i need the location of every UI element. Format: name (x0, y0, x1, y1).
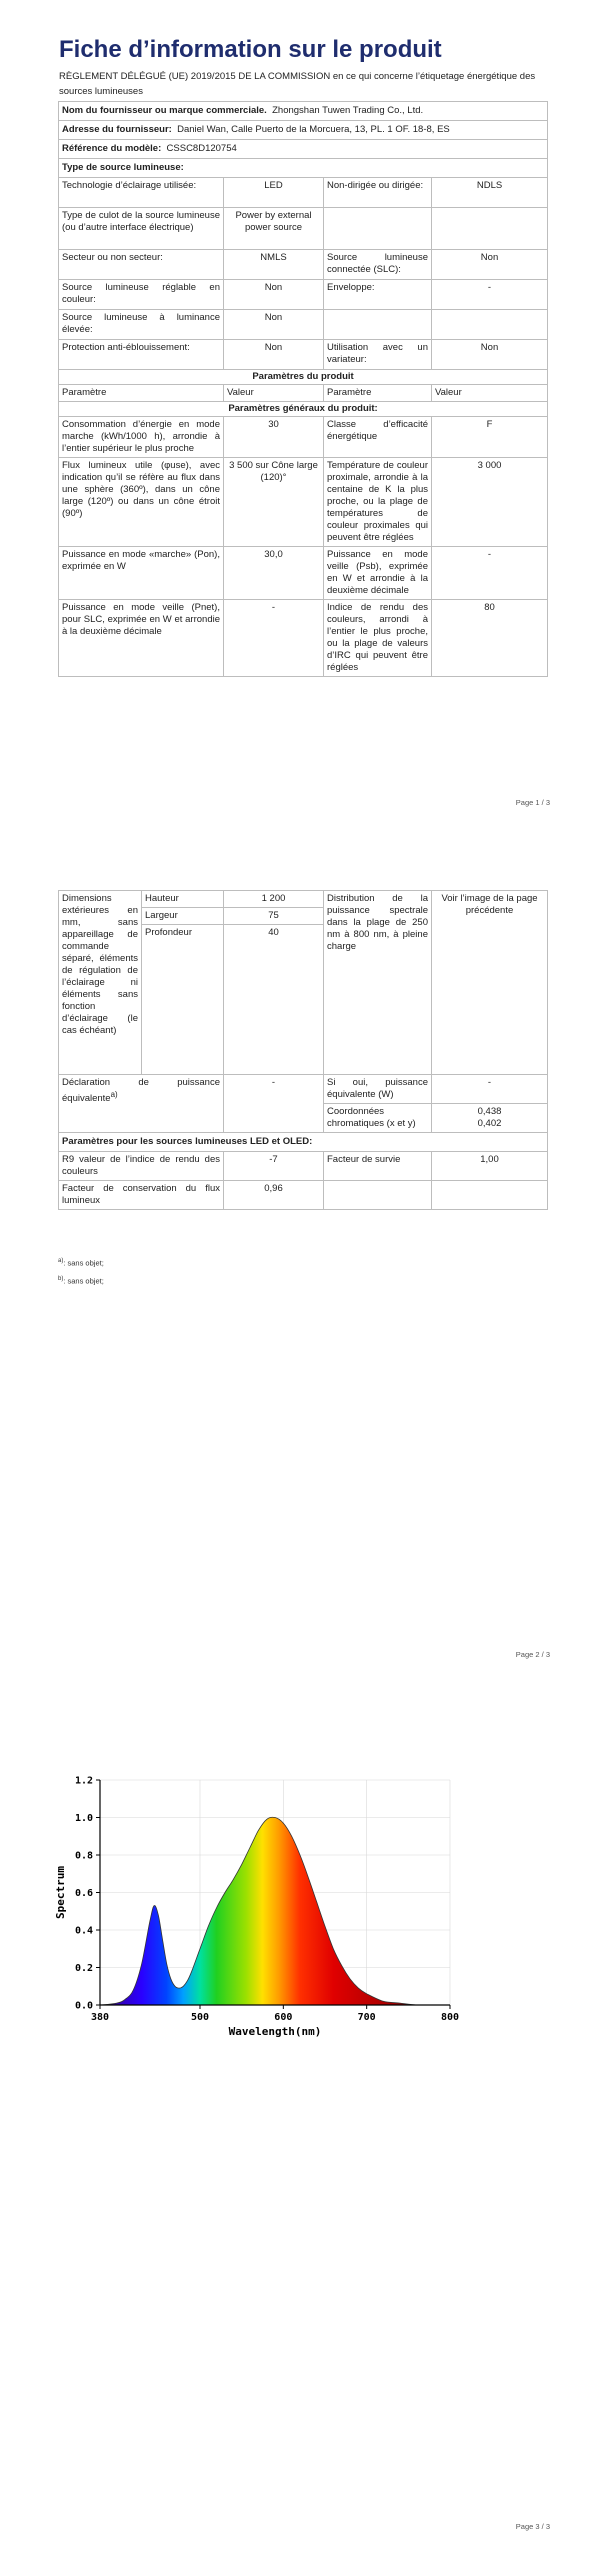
page-3 (0, 1680, 603, 2560)
supplier-address-value: Daniel Wan, Calle Puerto de la Morcuera, 13, PL. 1 OF. 18-8, ES (177, 124, 450, 135)
page-number: Page 1 / 3 (515, 798, 550, 807)
x-tick-label: 800 (440, 2012, 460, 2023)
model-reference-label: Référence du modèle: (62, 143, 162, 154)
spectral-distribution-value: Voir l’image de la page précédente (432, 891, 548, 1075)
table-cell (324, 208, 432, 250)
r9-value: -7 (224, 1152, 324, 1181)
param-row (59, 891, 548, 908)
page-1 (0, 0, 603, 820)
width-value: 75 (224, 908, 324, 925)
footnote-b (58, 1276, 104, 1286)
table-cell: Non (432, 250, 548, 280)
table-cell: Technologie d’éclairage utilisée: (59, 178, 224, 208)
y-tick-label: 0.0 (74, 2000, 93, 2012)
table-cell (324, 1181, 432, 1210)
footnote-b-text: : sans objet; (63, 1276, 104, 1286)
table-cell: Secteur ou non secteur: (59, 250, 224, 280)
on-mode-power-label: Puissance en mode «marche» (Pon), exprimée en W (59, 547, 224, 600)
supplier-name-row (59, 102, 548, 121)
model-reference-row (59, 140, 548, 159)
efficiency-class-label: Classe d’efficacité énergétique (324, 417, 432, 458)
equivalent-power-claim-label (59, 1075, 224, 1133)
table-cell: Non (432, 340, 548, 370)
y-axis-title: Spectrum (54, 1866, 67, 1919)
source-type-row (59, 250, 548, 280)
color-temperature-value: 3 000 (432, 458, 548, 547)
survival-factor-value: 1,00 (432, 1152, 548, 1181)
page-number: Page 2 / 3 (515, 1650, 550, 1659)
depth-value: 40 (224, 925, 324, 1075)
height-value: 1 200 (224, 891, 324, 908)
chromaticity-value (432, 1104, 548, 1133)
table-cell: Non (224, 280, 324, 310)
x-tick-label: 380 (90, 2012, 110, 2023)
param-row (59, 458, 548, 547)
depth-label: Profondeur (142, 925, 224, 1075)
table-cell: NDLS (432, 178, 548, 208)
table-cell: Source lumineuse à luminance élevée: (59, 310, 224, 340)
x-axis-title: Wavelength(nm) (228, 2025, 322, 2038)
param-row (59, 417, 548, 458)
table-cell: Power by external power source (224, 208, 324, 250)
source-type-row (59, 178, 548, 208)
chromaticity-label: Coordonnées chromatiques (x et y) (324, 1104, 432, 1133)
value-column-header: Valeur (224, 385, 324, 402)
supplier-name-label: Nom du fournisseur ou marque commerciale. (62, 105, 267, 116)
table-cell: LED (224, 178, 324, 208)
y-tick-label: 0.8 (74, 1850, 93, 1862)
product-info-table-continued (58, 890, 548, 1210)
supplier-name-value: Zhongshan Tuwen Trading Co., Ltd. (272, 105, 424, 116)
page-title: Fiche d’information sur le produit (59, 36, 442, 63)
source-type-row (59, 340, 548, 370)
spectral-distribution-label: Distribution de la puissance spectrale dans la plage de 250 nm à 800 nm, à pleine charge (324, 891, 432, 1075)
table-cell: Source lumineuse réglable en couleur: (59, 280, 224, 310)
table-cell (432, 208, 548, 250)
general-params-heading: Paramètres généraux du produit: (59, 402, 548, 417)
table-cell: - (432, 280, 548, 310)
source-type-row (59, 208, 548, 250)
lumen-maintenance-label: Facteur de conservation du flux lumineux (59, 1181, 224, 1210)
y-tick-label: 1.2 (74, 1775, 93, 1787)
supplier-address-label: Adresse du fournisseur: (62, 124, 172, 135)
y-tick-label: 0.4 (74, 1925, 93, 1937)
table-cell (432, 1181, 548, 1210)
table-cell: Enveloppe: (324, 280, 432, 310)
page-2 (0, 820, 603, 1680)
footnote-a (58, 1258, 104, 1268)
param-row (59, 600, 548, 677)
standby-power-value: - (432, 547, 548, 600)
model-reference-value: CSSC8D120754 (166, 143, 237, 154)
footnote-a-mark: a) (58, 1258, 64, 1264)
on-mode-power-value: 30,0 (224, 547, 324, 600)
param-row (59, 547, 548, 600)
led-params-heading-row (59, 1133, 548, 1152)
param-row (59, 1075, 548, 1104)
table-cell: Utilisation avec un variateur: (324, 340, 432, 370)
x-tick-label: 600 (274, 2012, 293, 2023)
equivalent-power-label: Si oui, puissance équivalente (W) (324, 1075, 432, 1104)
y-tick-label: 0.2 (74, 1963, 93, 1974)
table-cell: Non (224, 310, 324, 340)
table-cell (432, 310, 548, 340)
equivalent-power-claim-text: Déclaration de puissance équivalente (62, 1077, 220, 1105)
color-rendering-index-value: 80 (432, 600, 548, 677)
param-row (59, 1181, 548, 1210)
efficiency-class-value: F (432, 417, 548, 458)
x-tick-label: 500 (190, 2012, 210, 2023)
net-standby-power-value: - (224, 600, 324, 677)
source-type-heading: Type de source lumineuse: (59, 159, 548, 178)
value-column-header: Valeur (432, 385, 548, 402)
spectrum-chart (50, 1770, 490, 2060)
y-tick-label: 0.6 (74, 1888, 93, 1899)
source-type-row (59, 280, 548, 310)
table-cell (324, 310, 432, 340)
source-type-row (59, 310, 548, 340)
consumption-value: 30 (224, 417, 324, 458)
dimensions-label: Dimensions extérieures en mm, sans appareillage de commande séparé, éléments de régulation de l’éclairage ni éléments sans fonction d’éclairage (le cas échéant) (59, 891, 142, 1075)
regulation-subtitle: RÈGLEMENT DÉLÉGUÉ (UE) 2019/2015 DE LA COMMISSION en ce qui concerne l’étiquetage énergétique des sources lumineuses (59, 71, 536, 97)
source-type-heading-row (59, 159, 548, 178)
luminous-flux-label: Flux lumineux utile (φuse), avec indication qu’il se réfère au flux dans une sphère (360º), dans un cône large (120º) ou dans un cône étroit (90º) (59, 458, 224, 547)
table-cell: Type de culot de la source lumineuse (ou d’autre interface électrique) (59, 208, 224, 250)
footnote-marker: a) (110, 1090, 118, 1099)
param-row (59, 1152, 548, 1181)
standby-power-label: Puissance en mode veille (Psb), exprimée en W et arrondie à la deuxième décimale (324, 547, 432, 600)
survival-factor-label: Facteur de survie (324, 1152, 432, 1181)
page-number: Page 3 / 3 (515, 2522, 550, 2531)
height-label: Hauteur (142, 891, 224, 908)
product-params-heading: Paramètres du produit (59, 370, 548, 385)
led-params-heading: Paramètres pour les sources lumineuses LED et OLED: (59, 1133, 548, 1152)
chromaticity-x: 0,438 (477, 1106, 502, 1117)
y-tick-label: 1.0 (74, 1813, 93, 1824)
r9-label: R9 valeur de l’indice de rendu des couleurs (59, 1152, 224, 1181)
consumption-label: Consommation d’énergie en mode marche (kWh/1000 h), arrondie à l’entier supérieur le plus proche (59, 417, 224, 458)
table-cell: Source lumineuse connectée (SLC): (324, 250, 432, 280)
chromaticity-y: 0,402 (477, 1118, 502, 1129)
footnote-a-text: : sans objet; (63, 1258, 104, 1268)
net-standby-power-label: Puissance en mode veille (Pnet), pour SLC, exprimée en W et arrondie à la deuxième décimale (59, 600, 224, 677)
width-label: Largeur (142, 908, 224, 925)
equivalent-power-value: - (432, 1075, 548, 1104)
equivalent-power-claim-value: - (224, 1075, 324, 1133)
table-cell: Non-dirigée ou dirigée: (324, 178, 432, 208)
color-temperature-label: Température de couleur proximale, arrondie à la centaine de K la plus proche, ou la plage de températures de couleur proximales qui peuvent être réglées (324, 458, 432, 547)
x-tick-label: 700 (357, 2012, 376, 2023)
supplier-address-row (59, 121, 548, 140)
table-cell: Non (224, 340, 324, 370)
column-header-row (59, 385, 548, 402)
color-rendering-index-label: Indice de rendu des couleurs, arrondi à l’entier le plus proche, ou la plage de valeurs d’IRC qui peuvent être réglées (324, 600, 432, 677)
table-cell: Protection anti-éblouissement: (59, 340, 224, 370)
lumen-maintenance-value: 0,96 (224, 1181, 324, 1210)
param-column-header: Paramètre (324, 385, 432, 402)
luminous-flux-value: 3 500 sur Cône large (120)° (224, 458, 324, 547)
product-info-table (58, 101, 548, 677)
param-column-header: Paramètre (59, 385, 224, 402)
product-params-heading-row (59, 370, 548, 385)
footnote-b-mark: b) (58, 1276, 64, 1282)
table-cell: NMLS (224, 250, 324, 280)
general-params-heading-row (59, 402, 548, 417)
